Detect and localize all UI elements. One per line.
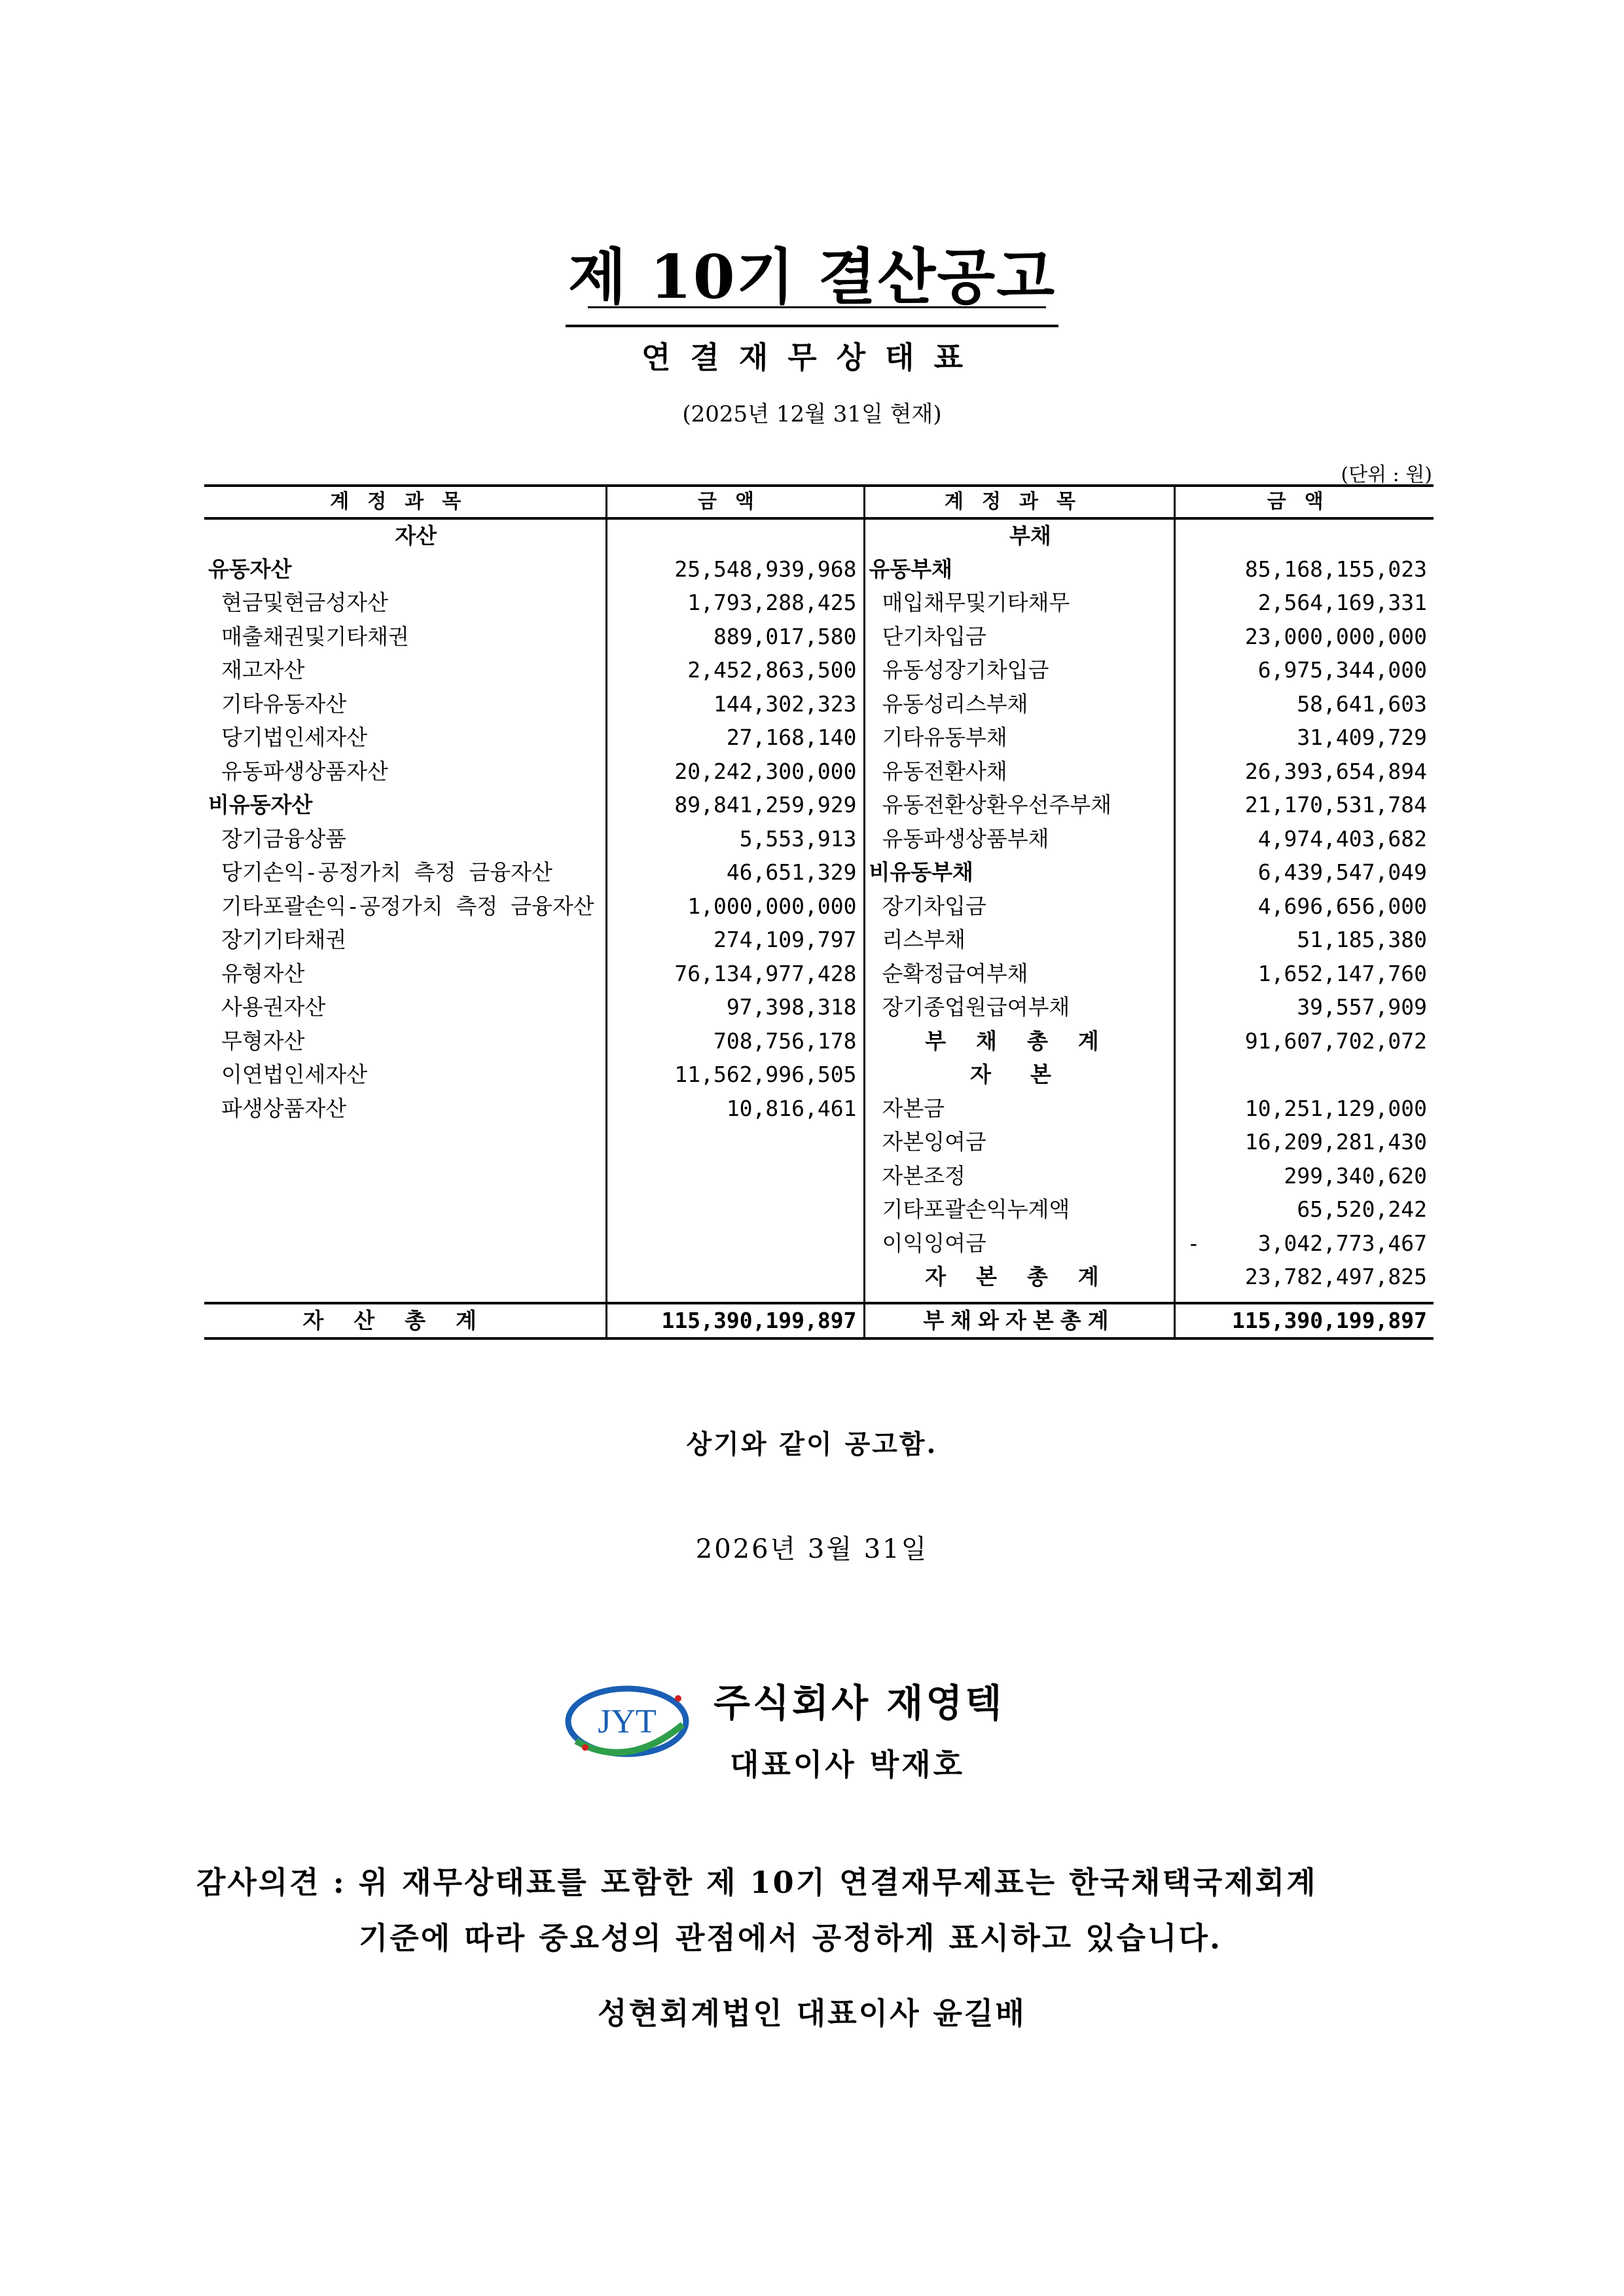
asset-amount: 46,651,329	[606, 855, 864, 889]
liability-equity-account: 이익잉여금	[864, 1227, 1174, 1261]
liability-equity-amount: 6,439,547,049	[1174, 855, 1434, 889]
liability-equity-account: 유동부채	[864, 552, 1174, 586]
table-row	[204, 1058, 1434, 1092]
asset-amount	[606, 1125, 864, 1159]
liability-equity-account: 장기종업원급여부채	[864, 990, 1174, 1024]
asset-account: 파생상품자산	[221, 1095, 347, 1121]
table-row	[204, 822, 1434, 856]
liability-equity-amount: 1,652,147,760	[1174, 957, 1434, 991]
table-header-row	[204, 486, 1434, 518]
liability-equity-amount: 58,641,603	[1174, 687, 1434, 721]
table-row	[204, 788, 1434, 822]
liability-equity-amount: 51,185,380	[1174, 923, 1434, 957]
liability-equity-amount: 16,209,281,430	[1174, 1125, 1434, 1159]
table-row	[204, 1260, 1434, 1294]
table-row	[204, 957, 1434, 991]
liability-equity-amount	[1174, 1227, 1434, 1261]
spacer-row	[204, 1294, 1434, 1303]
liability-equity-amount: 2,564,169,331	[1174, 586, 1434, 620]
notice-text: 상기와 같이 공고함.	[686, 1429, 938, 1460]
liability-equity-amount: 85,168,155,023	[1174, 552, 1434, 586]
table-row	[204, 1125, 1434, 1159]
asset-account	[204, 1193, 606, 1227]
table-row	[204, 1092, 1434, 1126]
notice-date: 2026년 3월 31일	[695, 1534, 929, 1564]
asset-amount: 11,562,996,505	[606, 1058, 864, 1092]
liability-equity-account: 순확정급여부채	[864, 957, 1174, 991]
liability-equity-amount: 39,557,909	[1174, 990, 1434, 1024]
liability-equity-account: 자본총계	[864, 1260, 1174, 1294]
table-row	[204, 1159, 1434, 1193]
auditor-name: 성현회계법인 대표이사 윤길배	[598, 1996, 1026, 2031]
asset-amount: 25,548,939,968	[606, 552, 864, 586]
asset-account: 당기손익-공정가치 측정 금융자산	[221, 859, 552, 886]
asset-account: 기타포괄손익-공정가치 측정 금융자산	[221, 893, 594, 919]
liability-equity-account: 부채총계	[864, 1024, 1174, 1058]
section-liabilities: 부채	[864, 518, 1174, 552]
table-row	[204, 889, 1434, 924]
audit-opinion-line2: 기준에 따라 중요성의 관점에서 공정하게 표시하고 있습니다.	[359, 1920, 1223, 1956]
asset-amount: 1,000,000,000	[606, 889, 864, 924]
audit-opinion-line1: 감사의견 : 위 재무상태표를 포함한 제 10기 연결재무제표는 한국채택국제회계	[196, 1865, 1318, 1900]
asset-amount	[606, 1260, 864, 1294]
total-assets-value: 115,390,199,897	[606, 1303, 864, 1338]
asset-amount: 97,398,318	[606, 990, 864, 1024]
asset-amount: 10,816,461	[606, 1092, 864, 1126]
asset-account	[204, 1227, 606, 1261]
asset-amount: 708,756,178	[606, 1024, 864, 1058]
liability-equity-amount: 6,975,344,000	[1174, 653, 1434, 687]
total-assets-label: 자산총계	[204, 1303, 606, 1338]
header-amount-right: 금액	[1174, 486, 1434, 518]
asset-amount: 2,452,863,500	[606, 653, 864, 687]
table-row	[204, 755, 1434, 789]
balance-sheet-table	[204, 484, 1434, 1340]
table-row	[204, 653, 1434, 687]
asset-account: 현금및현금성자산	[221, 590, 389, 616]
liability-equity-account: 리스부채	[864, 923, 1174, 957]
section-row	[204, 518, 1434, 552]
table-row	[204, 1024, 1434, 1058]
header-account-right: 계정과목	[864, 486, 1174, 518]
asset-account: 당기법인세자산	[221, 725, 368, 751]
liability-equity-amount: 4,974,403,682	[1174, 822, 1434, 856]
asset-amount: 20,242,300,000	[606, 755, 864, 789]
liability-equity-account: 자본금	[864, 1092, 1174, 1126]
negative-sign: -	[1187, 1230, 1200, 1256]
header-amount-left: 금액	[606, 486, 864, 518]
asset-account: 재고자산	[221, 657, 305, 683]
total-liab-equity-value: 115,390,199,897	[1174, 1303, 1434, 1338]
asset-account: 비유동자산	[208, 792, 313, 818]
liability-equity-account: 단기차입금	[864, 620, 1174, 654]
table-row	[204, 586, 1434, 620]
asset-account	[204, 1159, 606, 1193]
liability-equity-amount: 4,696,656,000	[1174, 889, 1434, 924]
asset-amount: 76,134,977,428	[606, 957, 864, 991]
logo-text: JYT	[598, 1703, 657, 1740]
asset-account: 사용권자산	[221, 994, 326, 1020]
asset-account: 유형자산	[221, 960, 305, 986]
table-row	[204, 1227, 1434, 1261]
asset-amount: 889,017,580	[606, 620, 864, 654]
table-row	[204, 855, 1434, 889]
liability-equity-amount: 65,520,242	[1174, 1193, 1434, 1227]
table-row	[204, 1193, 1434, 1227]
liability-equity-account: 자본잉여금	[864, 1125, 1174, 1159]
asset-account: 매출채권및기타채권	[221, 623, 409, 649]
amount-value: 3,042,773,467	[1257, 1230, 1427, 1256]
asset-account	[204, 1125, 606, 1159]
asset-amount: 89,841,259,929	[606, 788, 864, 822]
section-assets: 자산	[395, 523, 437, 549]
liability-equity-account: 유동성리스부채	[864, 687, 1174, 721]
asset-amount: 27,168,140	[606, 721, 864, 755]
as-of-date: (2025년 12월 31일 현재)	[682, 401, 942, 427]
liability-equity-amount: 299,340,620	[1174, 1159, 1434, 1193]
liability-equity-account: 자본	[864, 1058, 1174, 1092]
company-logo-icon	[562, 1679, 699, 1764]
table-row	[204, 687, 1434, 721]
asset-amount	[606, 1227, 864, 1261]
table-row	[204, 552, 1434, 586]
table-row	[204, 721, 1434, 755]
liability-equity-account: 유동파생상품부채	[864, 822, 1174, 856]
liability-equity-account: 비유동부채	[864, 855, 1174, 889]
total-row	[204, 1303, 1434, 1338]
liability-equity-account: 매입채무및기타채무	[864, 586, 1174, 620]
liability-equity-account: 장기차입금	[864, 889, 1174, 924]
unit-label: (단위 : 원)	[1341, 463, 1432, 486]
header-account-left: 계정과목	[204, 486, 606, 518]
liability-equity-amount	[1174, 1058, 1434, 1092]
asset-amount	[606, 1159, 864, 1193]
asset-account: 장기금융상품	[221, 825, 347, 852]
title-underline	[588, 306, 1046, 308]
liability-equity-amount: 10,251,129,000	[1174, 1092, 1434, 1126]
page-title	[0, 229, 1624, 327]
liability-equity-amount: 31,409,729	[1174, 721, 1434, 755]
asset-account: 장기기타채권	[221, 927, 347, 953]
liability-equity-amount: 26,393,654,894	[1174, 755, 1434, 789]
asset-amount: 1,793,288,425	[606, 586, 864, 620]
liability-equity-amount: 91,607,702,072	[1174, 1024, 1434, 1058]
asset-amount	[606, 1193, 864, 1227]
liability-equity-amount: 21,170,531,784	[1174, 788, 1434, 822]
liability-equity-account: 기타유동부채	[864, 721, 1174, 755]
liability-equity-amount: 23,000,000,000	[1174, 620, 1434, 654]
asset-account: 유동자산	[208, 556, 292, 582]
asset-account: 유동파생상품자산	[221, 758, 389, 784]
liability-equity-account: 기타포괄손익누계액	[864, 1193, 1174, 1227]
asset-amount: 274,109,797	[606, 923, 864, 957]
liability-equity-account: 자본조정	[864, 1159, 1174, 1193]
asset-account: 이연법인세자산	[221, 1062, 368, 1088]
asset-amount: 5,553,913	[606, 822, 864, 856]
asset-account	[204, 1260, 606, 1294]
table-row	[204, 620, 1434, 654]
liability-equity-account: 유동전환상환우선주부채	[864, 788, 1174, 822]
company-name: 주식회사 재영텍	[713, 1681, 1005, 1725]
ceo-name: 대표이사 박재호	[730, 1747, 965, 1782]
asset-account: 기타유동자산	[221, 691, 347, 717]
table-row	[204, 990, 1434, 1024]
statement-subtitle: 연결재무상태표	[641, 340, 983, 375]
liability-equity-amount: 23,782,497,825	[1174, 1260, 1434, 1294]
table-row	[204, 923, 1434, 957]
total-liab-equity-label: 부채와자본총계	[864, 1303, 1174, 1338]
asset-amount: 144,302,323	[606, 687, 864, 721]
asset-account: 무형자산	[221, 1028, 305, 1054]
liability-equity-account: 유동성장기차입금	[864, 653, 1174, 687]
liability-equity-account: 유동전환사채	[864, 755, 1174, 789]
title-text: 제 10기 결산공고	[566, 229, 1058, 327]
